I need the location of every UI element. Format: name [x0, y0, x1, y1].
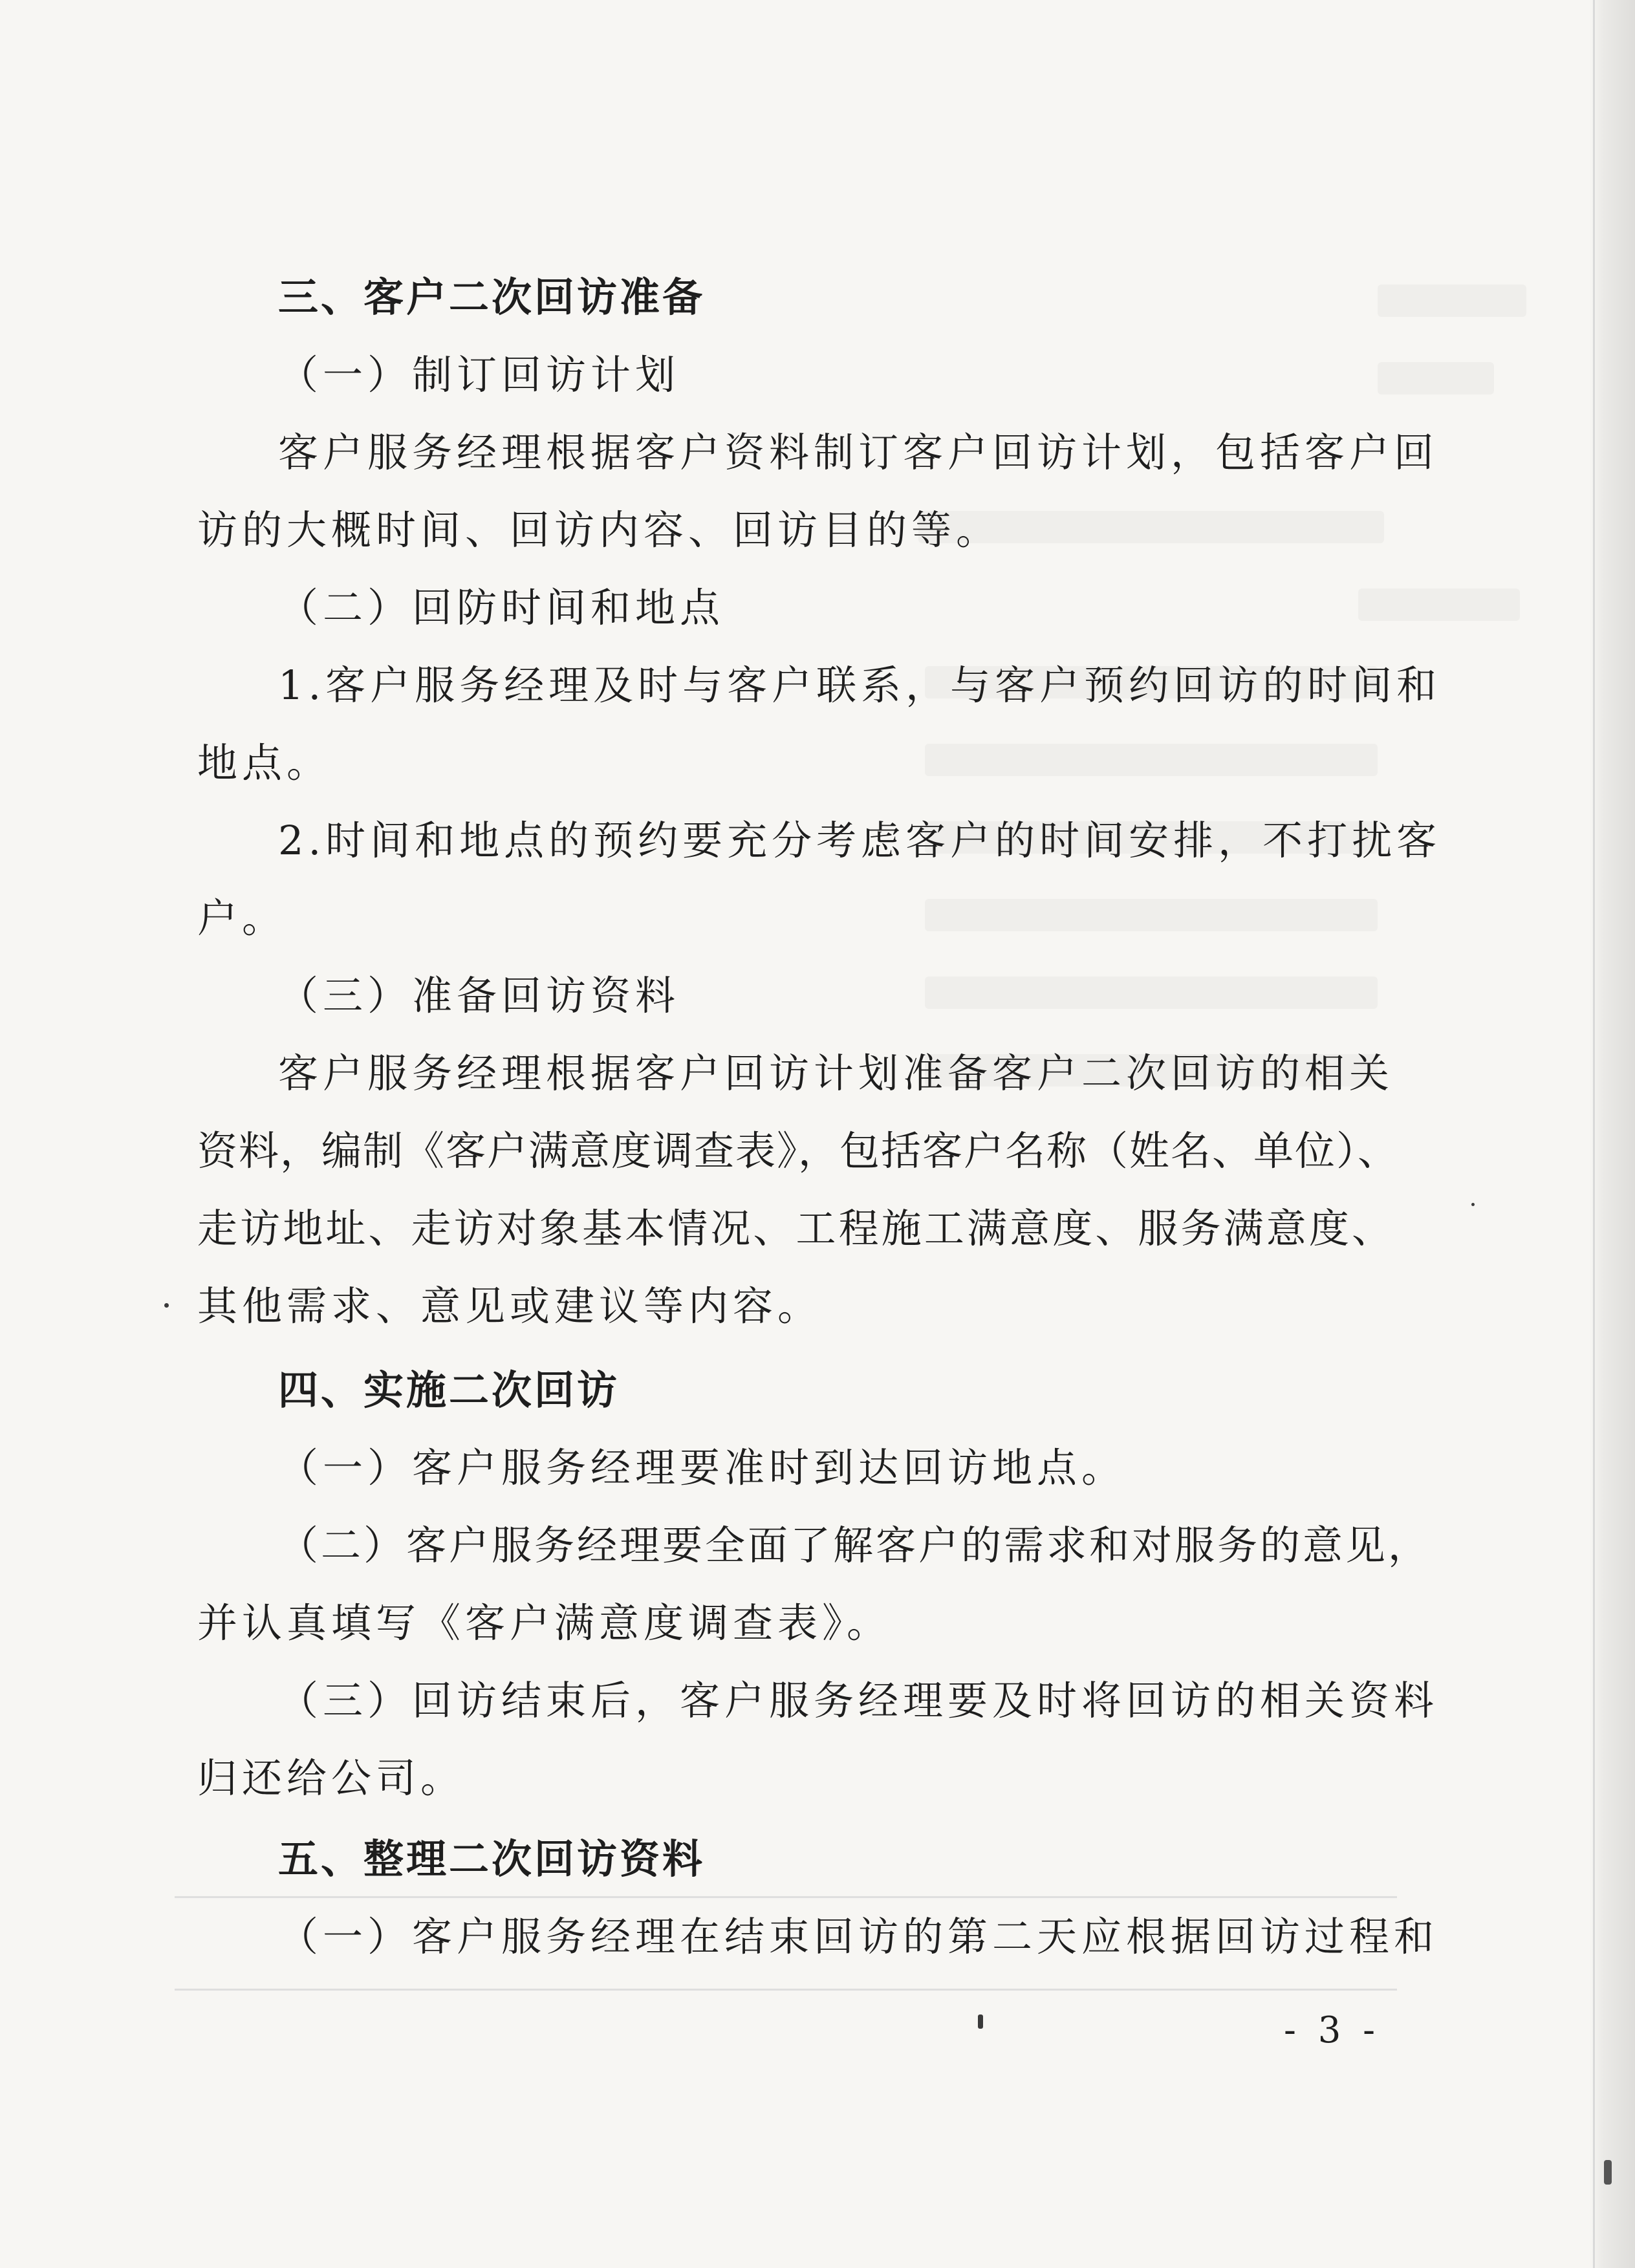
section-heading-3: 三、客户二次回访准备: [278, 274, 706, 321]
section-heading-5: 五、整理二次回访资料: [278, 1835, 706, 1883]
subheading-3-3: （三）准备回访资料: [278, 972, 680, 1019]
subheading-3-2: （二）回防时间和地点: [278, 584, 725, 631]
faint-rule: [175, 1896, 1397, 1898]
paragraph-line: 户。: [197, 894, 287, 942]
paragraph-line: （一）客户服务经理在结束回访的第二天应根据回访过程和: [278, 1913, 1439, 1960]
scanner-edge-line: [1593, 0, 1595, 2268]
scan-speck: [1471, 1203, 1475, 1206]
paragraph-line: 其他需求、意见或建议等内容。: [197, 1282, 823, 1330]
paragraph-line: 2.时间和地点的预约要充分考虑客户的时间安排，不打扰客: [278, 817, 1442, 864]
paragraph-line: （二）客户服务经理要全面了解客户的需求和对服务的意见，: [278, 1522, 1431, 1569]
paragraph-line: 客户服务经理根据客户回访计划准备客户二次回访的相关: [278, 1050, 1394, 1097]
scan-speck: [978, 2014, 983, 2029]
paragraph-line: 归还给公司。: [197, 1755, 466, 1802]
scan-speck: [1604, 2160, 1612, 2185]
subheading-3-1: （一）制订回访计划: [278, 351, 680, 398]
paragraph-line: 并认真填写《客户满意度调查表》。: [197, 1599, 892, 1647]
faint-rule: [175, 1989, 1397, 1991]
paragraph-line: 走访地址、走访对象基本情况、工程施工满意度、服务满意度、: [197, 1205, 1394, 1252]
page-number: - 3 -: [1284, 2009, 1381, 2051]
paragraph-line: 1.客户服务经理及时与客户联系，与客户预约回访的时间和: [278, 662, 1442, 709]
scan-speck: [164, 1303, 169, 1308]
scanner-edge-shadow: [1590, 0, 1635, 2268]
paragraph-line: （一）客户服务经理要准时到达回访地点。: [278, 1444, 1127, 1491]
paragraph-line: 资料，编制《客户满意度调查表》，包括客户名称（姓名、单位）、: [197, 1127, 1400, 1174]
paragraph-line: 访的大概时间、回访内容、回访目的等。: [197, 506, 1001, 554]
paragraph-line: 地点。: [197, 739, 332, 786]
section-heading-4: 四、实施二次回访: [278, 1366, 620, 1414]
paragraph-line: （三）回访结束后，客户服务经理要及时将回访的相关资料: [278, 1677, 1439, 1724]
paragraph-line: 客户服务经理根据客户资料制订客户回访计划，包括客户回: [278, 429, 1439, 476]
